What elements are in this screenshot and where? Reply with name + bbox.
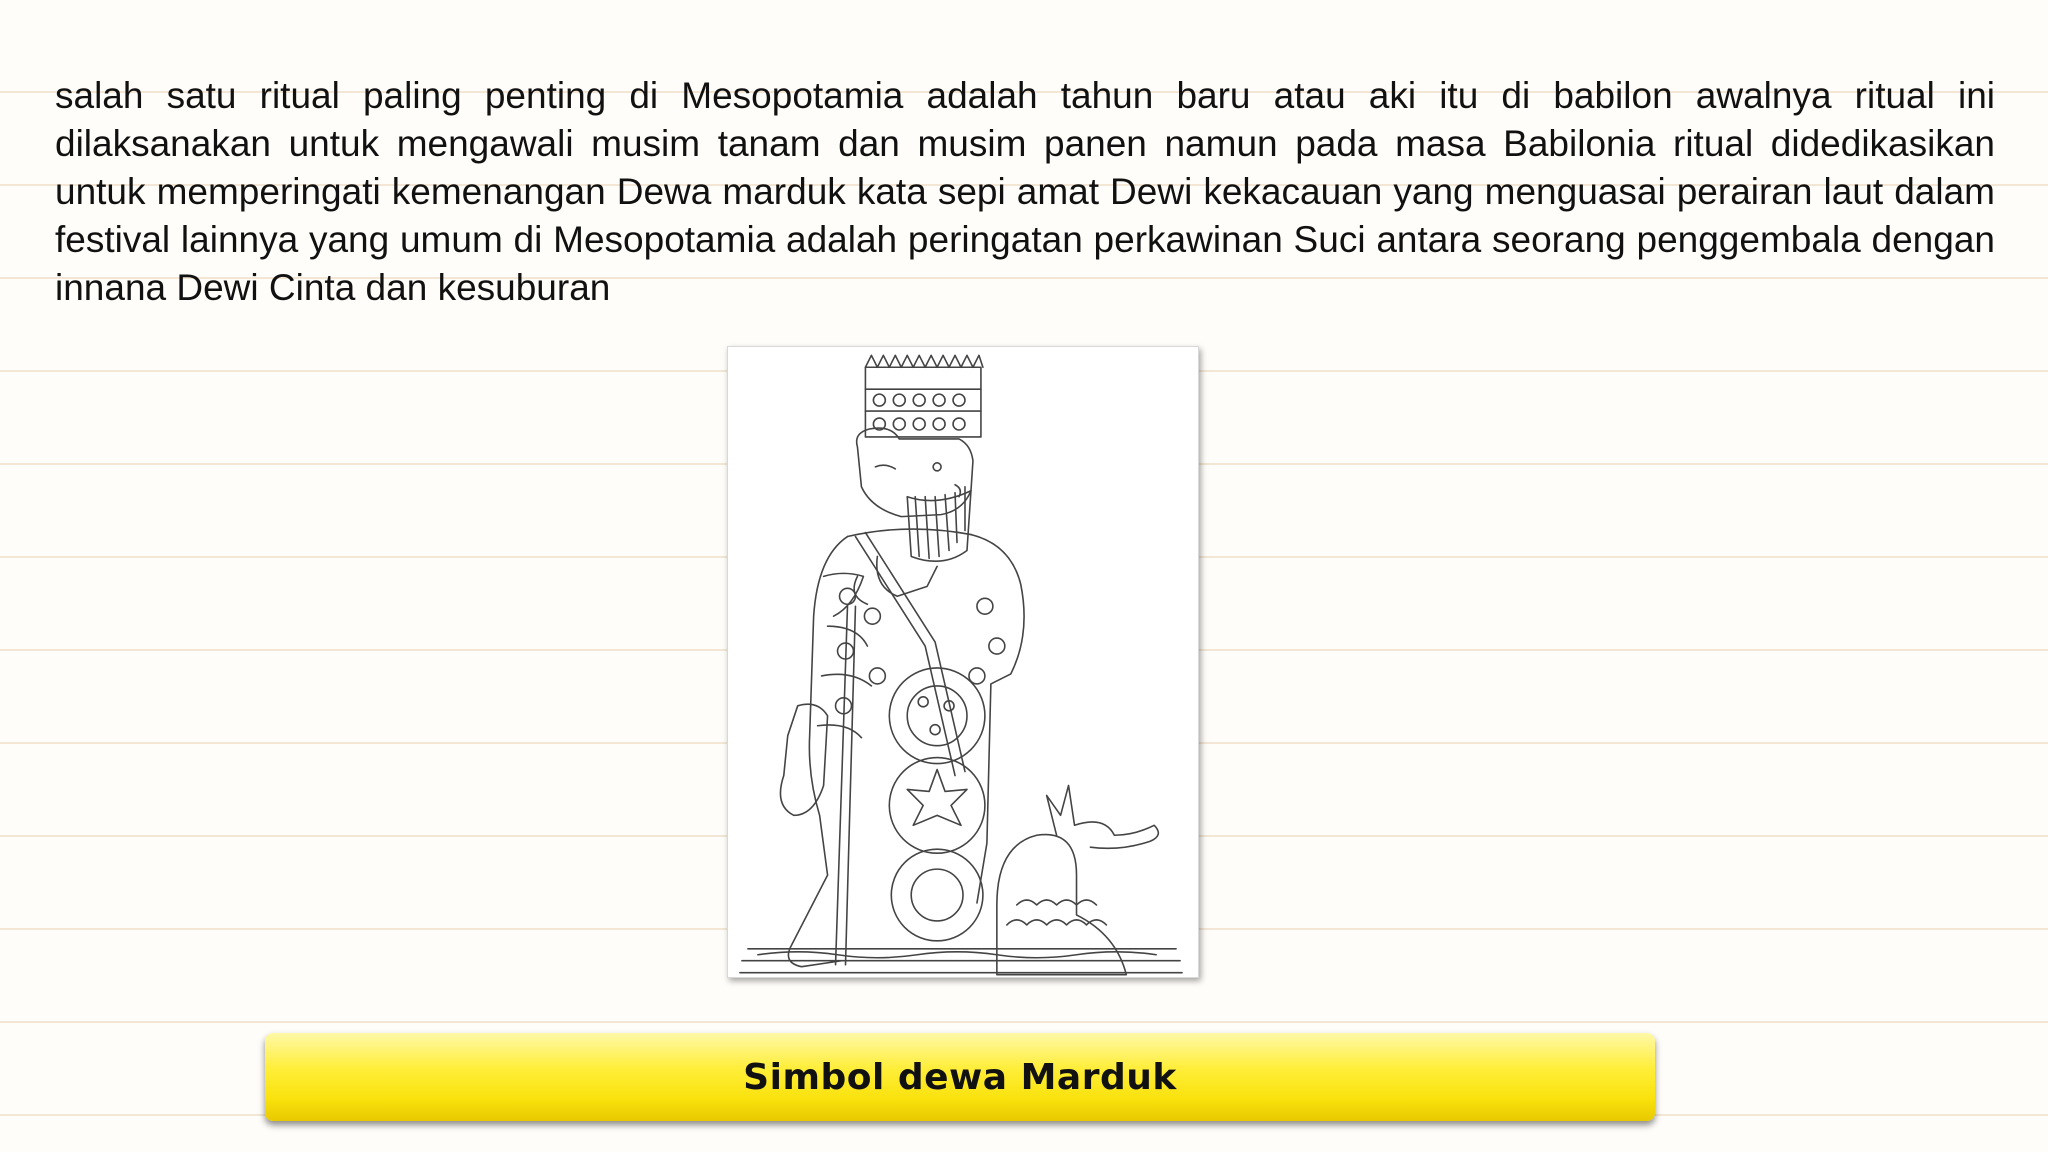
caption-banner <box>265 1033 1655 1121</box>
caption-text: Simbol dewa Marduk <box>743 1056 1177 1098</box>
marduk-illustration <box>727 346 1199 978</box>
body-paragraph: salah satu ritual paling penting di Mesopotamia adalah tahun baru atau aki itu di babilon awalnya ritual ini dilaksanakan untuk mengawali musim tanam dan musim panen namun pada masa Babilonia ritual didedikasikan untuk memperingati kemenangan Dewa marduk kata sepi amat Dewi kekacauan yang menguasai perairan laut dalam festival lainnya yang umum di Mesopotamia adalah peringatan perkawinan Suci antara seorang penggembala dengan innana Dewi Cinta dan kesuburan <box>55 75 1995 308</box>
marduk-line-drawing <box>728 347 1198 977</box>
